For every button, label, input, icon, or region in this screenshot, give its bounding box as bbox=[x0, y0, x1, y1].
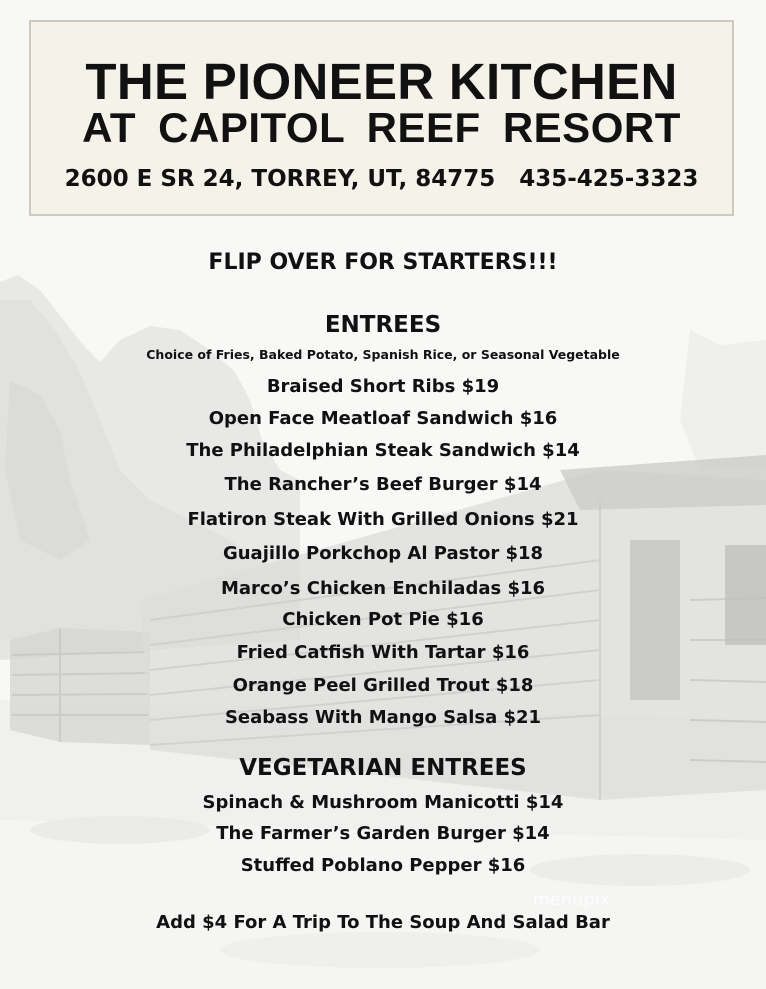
menu-item: Guajillo Porkchop Al Pastor $18 bbox=[222, 543, 544, 564]
menu-item: The Farmer’s Garden Burger $14 bbox=[216, 823, 550, 844]
vegetarian-heading: VEGETARIAN ENTREES bbox=[239, 755, 527, 781]
flip-over-note: FLIP OVER FOR STARTERS!!! bbox=[208, 250, 558, 275]
watermark: menupix bbox=[533, 890, 611, 910]
menu-item: Stuffed Poblano Pepper $16 bbox=[240, 855, 526, 876]
address-and-phone: 2600 E SR 24, TORREY, UT, 84775 435-425-3323 bbox=[64, 166, 699, 192]
menu-item: Braised Short Ribs $19 bbox=[266, 376, 500, 397]
restaurant-name: THE PIONEER KITCHEN bbox=[85, 53, 678, 110]
menu-item: Flatiron Steak With Grilled Onions $21 bbox=[187, 509, 579, 530]
menu-item: Open Face Meatloaf Sandwich $16 bbox=[208, 408, 558, 429]
menu-item: Orange Peel Grilled Trout $18 bbox=[232, 675, 534, 696]
menu-item: Spinach & Mushroom Manicotti $14 bbox=[202, 792, 564, 813]
soup-salad-bar-note: Add $4 For A Trip To The Soup And Salad Bar bbox=[156, 912, 610, 933]
resort-name: AT CAPITOL REEF RESORT bbox=[82, 104, 681, 151]
header-box bbox=[29, 20, 734, 216]
sides-note: Choice of Fries, Baked Potato, Spanish Rice, or Seasonal Vegetable bbox=[146, 347, 620, 362]
menu-item: Fried Catfish With Tartar $16 bbox=[236, 642, 530, 663]
entrees-heading: ENTREES bbox=[324, 312, 442, 338]
menu-item: Marco’s Chicken Enchiladas $16 bbox=[220, 578, 546, 599]
menu-item: The Rancher’s Beef Burger $14 bbox=[224, 474, 542, 495]
menu-item: Seabass With Mango Salsa $21 bbox=[224, 707, 542, 728]
menu-item: The Philadelphian Steak Sandwich $14 bbox=[186, 440, 580, 461]
menu-item: Chicken Pot Pie $16 bbox=[282, 609, 484, 630]
